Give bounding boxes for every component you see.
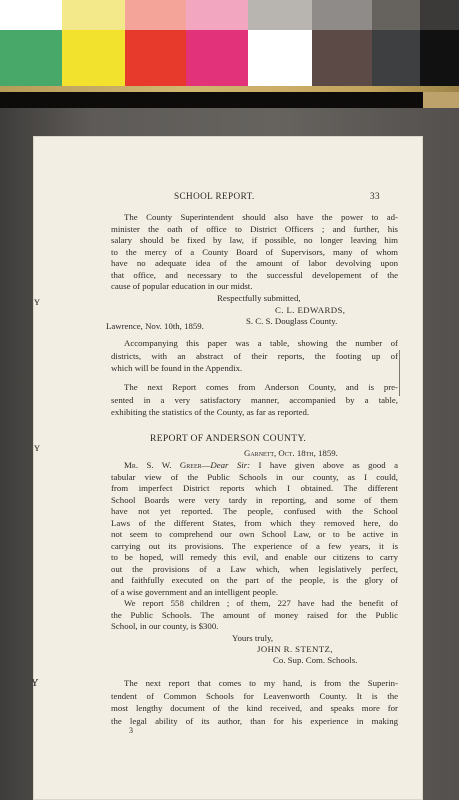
text-line: have no adequate idea of the amount of labor devolving upon [111,258,398,268]
color-patch [248,0,312,30]
signatory-name-edwards: C. L. EDWARDS, [275,305,346,315]
text-line: Laws of the different States, from which they removed here, do [111,517,398,528]
color-patch [62,30,125,86]
text-line: of a wise government and an intelligent people. [111,586,279,597]
text-line: We report 558 children ; of them, 227 have had the benefit of [124,598,398,608]
text-line: minister the oath of office to District Officers ; and further, his [111,223,398,234]
text-line: salary should be fixed by law, if possible, no longer leaving him [111,235,398,245]
color-patch [186,0,248,30]
letter-body-greer [111,460,398,633]
color-patch [125,30,186,86]
text-line [111,460,398,472]
text-line: The County Superintendent should also have the power to ad- [124,212,398,222]
closing-respectfully: Respectfully submitted, [217,293,301,303]
book-page [33,136,423,800]
margin-tick-mark: ʏ [31,674,39,690]
color-patch [372,30,420,86]
text-line: tabular view of the Public Schools in our county, as I could, [111,471,398,482]
text-line: that office, and necessary to the successful developement of the [111,269,398,280]
paragraph-anderson-intro [111,381,398,419]
color-patch [125,0,186,30]
signatory-title-edwards: S. C. S. Douglass County. [246,316,338,326]
text-line: most lengthy document of the kind received, and speaks more for [111,703,398,714]
scanner-bar-lip [423,92,459,108]
color-patch [420,0,459,30]
color-chart-top-row [0,0,459,30]
closing-yours-truly: Yours truly, [232,633,274,643]
scanner-bar-strip [0,86,459,92]
text-line: have not yet reported. The people, confused with the School [111,506,398,516]
running-header-title: SCHOOL REPORT. [174,191,255,201]
margin-tick-mark: ʏ [34,440,40,454]
text-line: School Boards were very tardy in reporting, and some of them [111,494,398,505]
text-line: The next Report comes from Anderson County, and is pre- [124,382,398,392]
color-patch [0,30,62,86]
dateline-garnett: Garnett, Oct. 18th, 1859. [244,448,338,458]
text-line: and faithfully executed on the part of the people, is the glory of [111,575,398,585]
page-number: 33 [370,191,380,201]
text-line: tendent of Common Schools for Leavenworth County. It is the [111,690,398,701]
color-calibration-target [0,0,459,108]
text-line: districts, with an abstract of their reports, the footing up of [111,350,398,361]
paragraph-accompanying-table [111,337,398,375]
text-line: which will be found in the Appendix. [111,363,243,374]
color-patch [372,0,420,30]
text-line: The next report that comes to my hand, is from the Superin- [124,678,398,688]
color-patch [312,0,372,30]
text-line: carrying out its provisions. The experience of a few years, it is [111,540,398,551]
signatory-name-stentz: JOHN R. STENTZ, [257,644,333,654]
text-run: I have given above as good a [258,460,398,470]
salutation-addressee: Mr. S. W. Greer— [124,460,211,470]
text-line: School, in our county, is $300. [111,621,219,631]
color-patch [186,30,248,86]
paragraph-superintendent-power [111,212,398,293]
text-line: the legal ability of its author, than for his experience in making [111,715,398,726]
signature-mark: 3 [129,726,133,735]
section-heading-anderson: REPORT OF ANDERSON COUNTY. [150,433,307,444]
signatory-title-stentz: Co. Sup. Com. Schools. [273,655,358,665]
text-line: the Public Schools. The amount of money raised for the Public [111,609,398,620]
text-line: to the mercy of a County Board of Supervisors, many of whom [111,246,398,257]
text-line: to be hoped, will remedy this evil, and enable our citizens to carry [111,552,398,562]
color-patch [0,0,62,30]
margin-pencil-line [399,350,400,396]
text-line: cause of popular education in our midst. [111,281,253,291]
color-patch [420,30,459,86]
scanner-bar [0,86,459,108]
text-line: from imperfect District reports which I obtained. The different [111,483,398,493]
text-line: not seem to comprehend our own School Law, or to be active in [111,529,398,539]
color-patch [62,0,125,30]
color-chart-bottom-row [0,30,459,86]
place-date-lawrence: Lawrence, Nov. 10th, 1859. [106,321,204,331]
salutation-dear-sir: Dear Sir: [210,460,251,470]
color-patch [248,30,312,86]
text-line: Accompanying this paper was a table, showing the number of [124,338,398,348]
text-line: sented in a very satisfactory manner, accompanied by a table, [111,394,398,405]
paragraph-leavenworth [111,677,398,727]
text-line: exhibiting the statistics of the County, as far as reported. [111,407,310,418]
text-line: out the provisions of a Law which, when legislatively perfect, [111,563,398,574]
color-patch [312,30,372,86]
margin-tick-mark: ʏ [34,294,40,308]
